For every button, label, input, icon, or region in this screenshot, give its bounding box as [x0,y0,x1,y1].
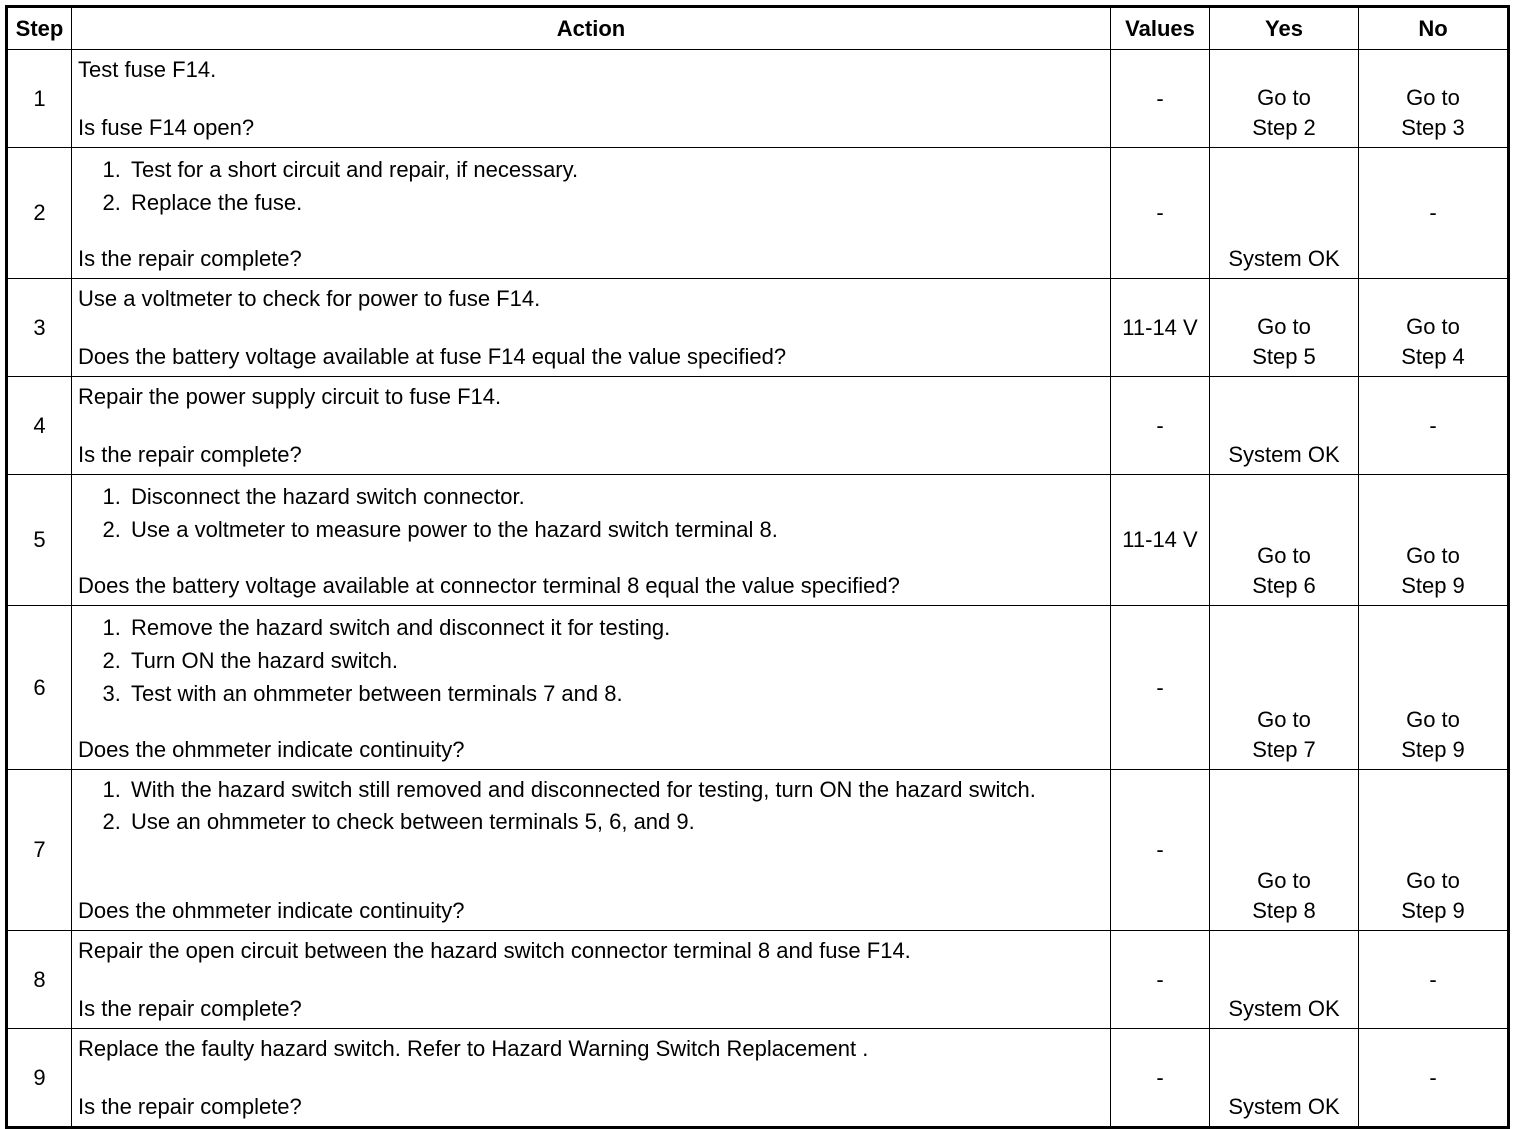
yes-result-text: System OK [1228,1094,1340,1119]
action-instructions [78,480,1104,546]
value-cell: - [1111,1029,1210,1128]
substep-list [78,611,1104,710]
no-cell [1359,475,1509,606]
action-content [78,153,1104,274]
diagnostic-table [5,5,1510,1129]
no-result-text: - [1429,1064,1437,1090]
action-content [78,55,1104,143]
no-cell [1359,279,1509,377]
substep-item: 1. Disconnect the hazard switch connector. [127,480,1104,513]
no-cell [1359,50,1509,148]
table-row [7,606,1509,770]
no-cell [1359,148,1509,279]
action-text: Use a voltmeter to check for power to fuse F14. [78,286,541,311]
table-row [7,279,1509,377]
yes-cell [1210,279,1359,377]
value-cell: 11-14 V [1111,279,1210,377]
action-content [78,611,1104,765]
no-result-text: Go to [1406,85,1460,110]
substep-item: 3. Test with an ohmmeter between terminals 7 and 8. [127,677,1104,710]
step-number: 8 [7,931,72,1029]
no-result-text: - [1429,966,1437,992]
header-step: Step [7,7,72,50]
action-question: Is the repair complete? [78,1094,302,1119]
action-content [78,382,1104,470]
step-number: 2 [7,148,72,279]
yes-result-text: Step 6 [1252,573,1316,598]
substep-item: 2. Use an ohmmeter to check between terminals 5, 6, and 9. [127,805,1104,838]
step-number: 1 [7,50,72,148]
yes-cell [1210,475,1359,606]
action-question: Does the battery voltage available at fuse F14 equal the value specified? [78,344,787,369]
header-row [7,7,1509,50]
action-instructions [78,1034,1104,1064]
step-number: 5 [7,475,72,606]
no-result-text: Go to [1406,868,1460,893]
yes-cell [1210,931,1359,1029]
action-cell [72,1029,1111,1128]
value-cell: - [1111,931,1210,1029]
action-content [78,775,1104,926]
action-cell [72,770,1111,931]
step-number: 4 [7,377,72,475]
yes-result-text: Step 5 [1252,344,1316,369]
no-result-text: Go to [1406,314,1460,339]
table-row [7,50,1509,148]
action-content [78,480,1104,601]
action-text: Repair the power supply circuit to fuse F14. [78,384,502,409]
no-result-text: Go to [1406,707,1460,732]
yes-cell [1210,148,1359,279]
action-content [78,284,1104,372]
step-number: 9 [7,1029,72,1128]
substep-item: 1. Test for a short circuit and repair, if necessary. [127,153,1104,186]
action-question: Is the repair complete? [78,996,302,1021]
substep-item: 2. Replace the fuse. [127,186,1104,219]
table-row [7,148,1509,279]
header-no: No [1359,7,1509,50]
substep-list [78,480,1104,546]
yes-result-text: System OK [1228,442,1340,467]
yes-result-text: Go to [1257,543,1311,568]
action-text: Replace the faulty hazard switch. Refer to Hazard Warning Switch Replacement . [78,1036,869,1061]
action-cell [72,931,1111,1029]
no-result-text: Step 4 [1401,344,1465,369]
yes-result-text: Step 8 [1252,898,1316,923]
table-row [7,931,1509,1029]
no-cell [1359,931,1509,1029]
value-cell: - [1111,148,1210,279]
yes-cell [1210,1029,1359,1128]
action-cell [72,606,1111,770]
action-question: Does the ohmmeter indicate continuity? [78,737,465,762]
action-instructions [78,382,1104,412]
no-cell [1359,606,1509,770]
yes-cell [1210,606,1359,770]
no-result-text: - [1429,200,1437,225]
action-instructions [78,284,1104,314]
yes-result-text: System OK [1228,246,1340,271]
value-cell: - [1111,770,1210,931]
table-row [7,475,1509,606]
action-instructions [78,153,1104,219]
header-values: Values [1111,7,1210,50]
action-question: Is the repair complete? [78,442,302,467]
action-instructions [78,775,1104,838]
no-result-text: - [1429,412,1437,438]
header-action: Action [72,7,1111,50]
yes-result-text: Go to [1257,707,1311,732]
substep-list [78,153,1104,219]
yes-result-text: Go to [1257,85,1311,110]
substep-list [78,775,1104,838]
action-content [78,1034,1104,1122]
no-cell [1359,377,1509,475]
substep-item: 1. With the hazard switch still removed and disconnected for testing, turn ON the hazard switch. [127,775,1104,805]
action-question: Is fuse F14 open? [78,115,255,140]
value-cell: - [1111,50,1210,148]
substep-item: 2. Turn ON the hazard switch. [127,644,1104,677]
no-result-text: Step 9 [1401,737,1465,762]
table-row [7,377,1509,475]
action-cell [72,377,1111,475]
no-result-text: Go to [1406,543,1460,568]
no-result-text: Step 9 [1401,573,1465,598]
step-number: 7 [7,770,72,931]
value-cell: - [1111,606,1210,770]
yes-cell [1210,770,1359,931]
action-instructions [78,936,1104,966]
header-yes: Yes [1210,7,1359,50]
no-result-text: Step 9 [1401,898,1465,923]
action-cell [72,148,1111,279]
action-text: Test fuse F14. [78,57,217,82]
action-content [78,936,1104,1024]
yes-result-text: Go to [1257,314,1311,339]
yes-result-text: Step 7 [1252,737,1316,762]
action-instructions [78,611,1104,710]
step-number: 6 [7,606,72,770]
yes-cell [1210,50,1359,148]
action-question: Does the ohmmeter indicate continuity? [78,898,465,923]
no-cell [1359,770,1509,931]
table-row [7,770,1509,931]
action-question: Is the repair complete? [78,246,302,271]
value-cell: - [1111,377,1210,475]
yes-result-text: Go to [1257,868,1311,893]
step-number: 3 [7,279,72,377]
yes-cell [1210,377,1359,475]
no-cell [1359,1029,1509,1128]
substep-item: 1. Remove the hazard switch and disconnect it for testing. [127,611,1104,644]
action-instructions [78,55,1104,85]
action-text: Repair the open circuit between the hazard switch connector terminal 8 and fuse F14. [78,938,911,963]
substep-item: 2. Use a voltmeter to measure power to the hazard switch terminal 8. [127,513,1104,546]
action-cell [72,279,1111,377]
action-question: Does the battery voltage available at connector terminal 8 equal the value specified? [78,573,900,598]
action-cell [72,475,1111,606]
table-row [7,1029,1509,1128]
no-result-text: Step 3 [1401,115,1465,140]
value-cell: 11-14 V [1111,475,1210,606]
action-cell [72,50,1111,148]
yes-result-text: Step 2 [1252,115,1316,140]
yes-result-text: System OK [1228,996,1340,1021]
